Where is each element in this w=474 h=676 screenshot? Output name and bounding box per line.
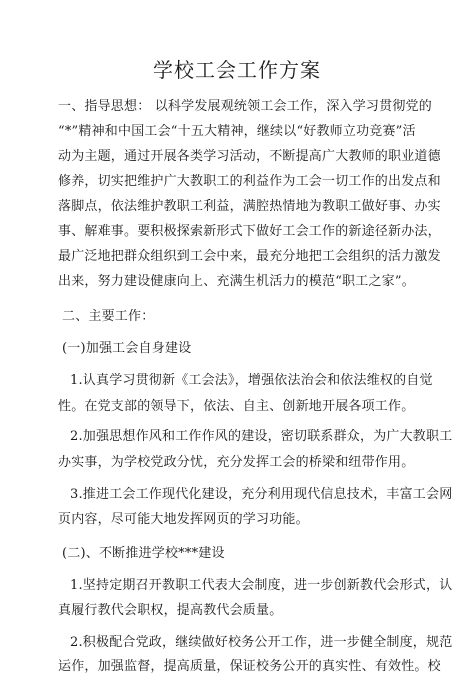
- paragraph-line: 页内容，尽可能大地发挥网页的学习功能。: [58, 512, 309, 527]
- section-heading-main-work: 二、主要工作：: [62, 309, 155, 324]
- paragraph-line: 性。在党支部的领导下，依法、自主、创新地开展各项工作。: [58, 399, 415, 414]
- document-title: 学校工会工作方案: [153, 58, 321, 82]
- paragraph-line: 1.认真学习贯彻新《工会法》，增强依法治会和依法维权的自觉: [70, 373, 433, 388]
- paragraph-line: 一、指导思想： 以科学发展观统领工会工作，深入学习贯彻党的: [58, 99, 432, 114]
- paragraph-line: 修养，切实把维护广大教职工的利益作为工会一切工作的出发点和: [58, 174, 441, 189]
- paragraph-line: 动为主题，通过开展各类学习活动，不断提高广大教师的职业道德: [58, 149, 441, 164]
- paragraph-line: 出来，努力建设健康向上、充满生机活力的模范“职工之家”。: [58, 274, 415, 289]
- paragraph-line: 事、解难事。要积极探索新形式下做好工会工作的新途径新办法，: [58, 224, 441, 239]
- paragraph-line: 运作，加强监督，提高质量，保证校务公开的真实性、有效性。校: [58, 659, 441, 674]
- paragraph-line: 1.坚持定期召开教职工代表大会制度，进一步创新教代会形式，认: [70, 578, 453, 593]
- subsection-heading-school-building: (二)、不断推进学校***建设: [62, 546, 225, 561]
- paragraph-line: 真履行教代会职权，提高教代会质量。: [58, 603, 283, 618]
- paragraph-line: 2.加强思想作风和工作作风的建设，密切联系群众，为广大教职工: [70, 429, 453, 444]
- paragraph-line: 落脚点，依法维护教职工利益，满腔热情地为教职工做好事、办实: [58, 199, 441, 214]
- paragraph-line: 办实事，为学校党政分忧，充分发挥工会的桥梁和纽带作用。: [58, 455, 415, 470]
- paragraph-line: 3.推进工会工作现代化建设，充分利用现代信息技术，丰富工会网: [70, 487, 453, 502]
- paragraph-line: 2.积极配合党政，继续做好校务公开工作，进一步健全制度，规范: [70, 635, 453, 650]
- paragraph-line: 最广泛地把群众组织到工会中来，最充分地把工会组织的活力激发: [58, 249, 441, 264]
- paragraph-line: “*”精神和中国工会“十五大精神，继续以“好教师立功竞赛”活: [58, 124, 416, 139]
- subsection-heading-union-building: (一)加强工会自身建设: [62, 341, 192, 356]
